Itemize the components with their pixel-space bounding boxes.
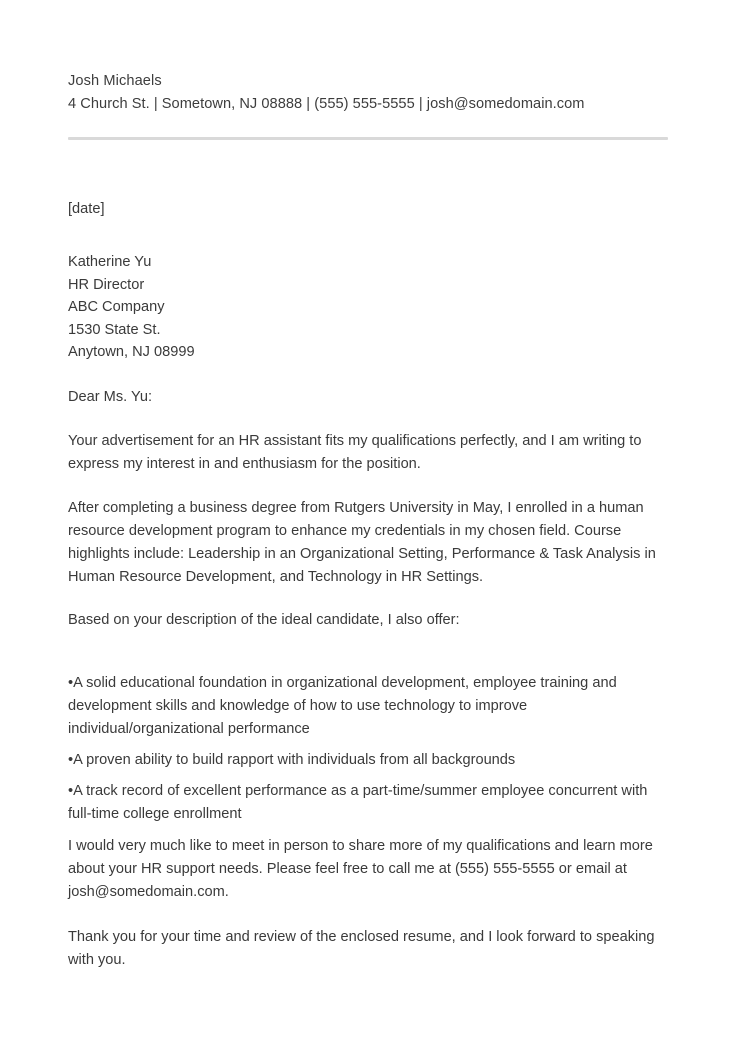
list-item-text: A proven ability to build rapport with individuals from all backgrounds bbox=[73, 751, 516, 768]
list-item-text: A track record of excellent performance as a part-time/summer employee concurrent with full-time college enrollment bbox=[68, 782, 648, 822]
paragraph-meeting-request: I would very much like to meet in person to share more of my qualifications and learn more about your HR support needs. Please feel free to call me at (555) 555-5555 or email at josh@somedomain.com. bbox=[68, 837, 653, 900]
recipient-city-state-zip: Anytown, NJ 08999 bbox=[68, 344, 195, 360]
bullet-marker-icon: • bbox=[68, 751, 74, 768]
recipient-name: Katherine Yu bbox=[68, 254, 152, 270]
letterhead-divider bbox=[68, 137, 668, 140]
paragraph-closing: Thank you for your time and review of the enclosed resume, and I look forward to speaking with you. bbox=[68, 928, 655, 968]
list-item bbox=[68, 780, 660, 826]
salutation: Dear Ms. Yu: bbox=[68, 388, 153, 405]
recipient-company: ABC Company bbox=[68, 299, 165, 315]
recipient-address-block bbox=[68, 251, 660, 364]
list-item bbox=[68, 749, 660, 772]
letter-date: [date] bbox=[68, 201, 105, 217]
list-item-text: A solid educational foundation in organizational development, employee training and development skills and knowledge of how to use technology to improve individual/organizational performance bbox=[68, 674, 617, 737]
list-item bbox=[68, 672, 660, 741]
bullet-marker-icon: • bbox=[68, 674, 74, 691]
recipient-title: HR Director bbox=[68, 276, 145, 293]
document-content bbox=[68, 70, 660, 972]
bullet-marker-icon: • bbox=[68, 782, 74, 799]
letterhead bbox=[68, 70, 660, 116]
paragraph-offer-lead-in: Based on your description of the ideal candidate, I also offer: bbox=[68, 611, 460, 628]
paragraph-intro: Your advertisement for an HR assistant fits my qualifications perfectly, and I am writing to express my interest in and enthusiasm for the position. bbox=[68, 432, 642, 472]
qualifications-list bbox=[68, 672, 660, 826]
recipient-street: 1530 State St. bbox=[68, 321, 161, 338]
sender-contact-line: 4 Church St. | Sometown, NJ 08888 | (555) 555-5555 | josh@somedomain.com bbox=[68, 96, 585, 112]
sender-name: Josh Michaels bbox=[68, 73, 162, 89]
paragraph-background: After completing a business degree from Rutgers University in May, I enrolled in a human resource development program to enhance my credentials in my chosen field. Course highlights include: Leadership in an Organizational Setting, Performance & Task Analysis in Human Resource Development, and Technology in HR Settings. bbox=[68, 499, 656, 585]
